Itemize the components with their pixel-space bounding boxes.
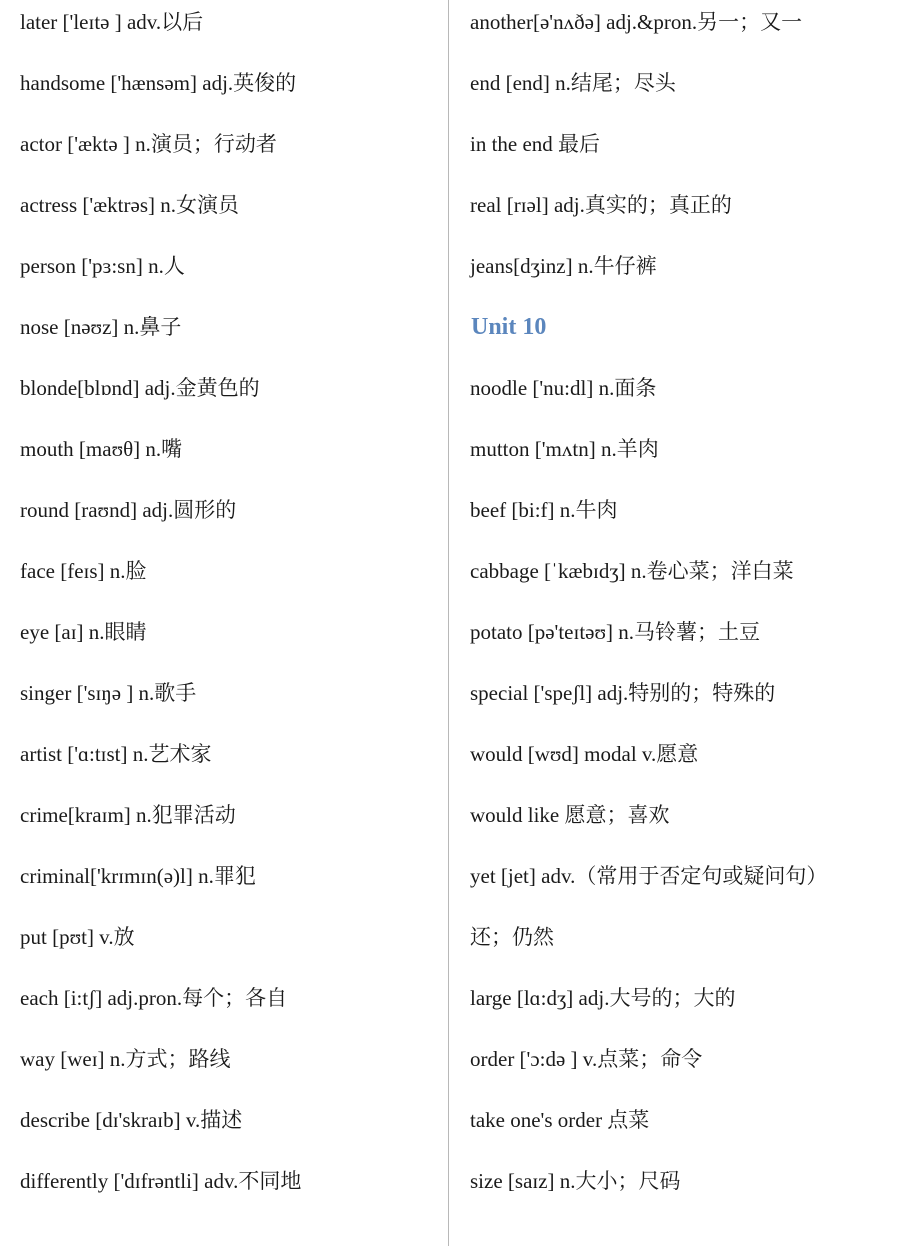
vocab-entry: cabbage [ˈkæbɪdʒ] n.卷心菜；洋白菜 [470,559,794,583]
vocab-entry: in the end 最后 [470,132,601,156]
vocab-entry: handsome ['hænsəm] adj.英俊的 [20,71,297,95]
vocab-entry: eye [aɪ] n.眼睛 [20,620,147,644]
vocab-entry: round [raʊnd] adj.圆形的 [20,498,237,522]
vocab-entry: later ['leɪtə ] adv.以后 [20,10,204,34]
vocab-entry: order ['ɔ:də ] v.点菜；命令 [470,1047,703,1071]
vocab-entry: potato [pə'teɪtəʊ] n.马铃薯；土豆 [470,620,761,644]
vocab-entry: would like 愿意；喜欢 [470,803,670,827]
vocab-entry: take one's order 点菜 [470,1108,650,1132]
vocab-entry: person ['pɜ:sn] n.人 [20,254,185,278]
vocab-entry: differently ['dɪfrəntli] adv.不同地 [20,1169,302,1193]
vocab-entry: mutton ['mʌtn] n.羊肉 [470,437,659,461]
vocab-entry: noodle ['nu:dl] n.面条 [470,376,657,400]
vocab-entry: actress ['æktrəs] n.女演员 [20,193,239,217]
vocab-entry: beef [bi:f] n.牛肉 [470,498,618,522]
vocab-entry: end [end] n.结尾；尽头 [470,71,676,95]
vocab-entry: each [i:tʃ] adj.pron.每个；各自 [20,986,288,1010]
vocab-entry: artist ['ɑ:tɪst] n.艺术家 [20,742,212,766]
vocab-entry: large [lɑ:dʒ] adj.大号的；大的 [470,986,736,1010]
vocab-entry: size [saɪz] n.大小；尺码 [470,1169,681,1193]
vocab-entry: put [pʊt] v.放 [20,925,135,949]
vocab-entry: face [feɪs] n.脸 [20,559,147,583]
vocab-entry: real [rɪəl] adj.真实的；真正的 [470,193,732,217]
vocab-entry: yet [jet] adv.（常用于否定句或疑问句） [470,864,828,888]
vocab-entry: special ['speʃl] adj.特别的；特殊的 [470,681,776,705]
vocab-entry: singer ['sɪŋə ] n.歌手 [20,681,197,705]
vocab-entry: would [wʊd] modal v.愿意 [470,742,699,766]
vocab-entry: mouth [maʊθ] n.嘴 [20,437,183,461]
vocab-entry: describe [dɪ'skraɪb] v.描述 [20,1108,243,1132]
vocab-entry: crime[kraɪm] n.犯罪活动 [20,803,236,827]
vocab-entry: criminal['krɪmɪn(ə)l] n.罪犯 [20,864,256,888]
column-divider [448,0,449,1246]
vocab-entry: blonde[blɒnd] adj.金黄色的 [20,376,260,400]
unit-heading: Unit 10 [471,314,547,340]
vocab-entry: way [weɪ] n.方式；路线 [20,1047,231,1071]
vocab-entry: 还；仍然 [470,925,554,949]
vocab-entry: jeans[dʒinz] n.牛仔裤 [470,254,657,278]
vocab-entry: another[ə'nʌðə] adj.&pron.另一；又一 [470,10,803,34]
vocab-entry: actor ['æktə ] n.演员；行动者 [20,132,277,156]
vocab-entry: nose [nəʊz] n.鼻子 [20,315,182,339]
